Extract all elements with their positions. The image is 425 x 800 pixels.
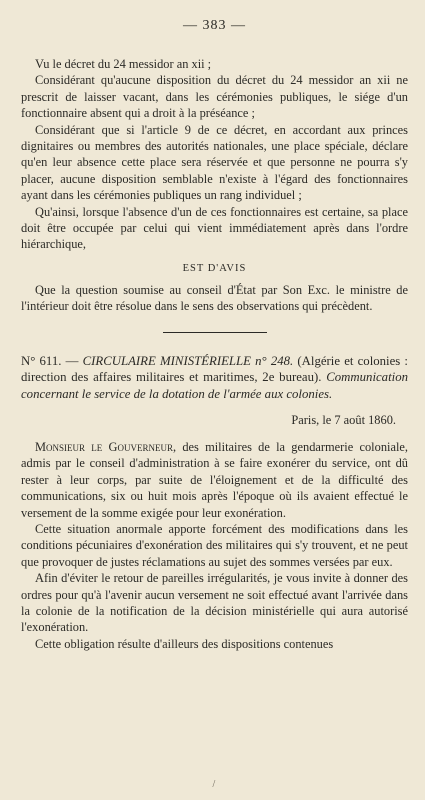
dateline: Paris, le 7 août 1860.: [291, 413, 396, 428]
page-number: — 383 —: [183, 18, 246, 33]
circular-subject: Communication concernant le service de la dotation de l'armée aux colonies.: [21, 370, 408, 401]
paragraph-considerant-2: Considérant que si l'article 9 de ce décret, en accordant aux princes dignitaires ou membres des autorités nationales, une place spéciale, déclare qu'en leur absence cette place sera réservée et que personne ne pourra s'y placer, aucune disposition semblable n'existe à l'égard des fonctionnaires ayant dans les cérémonies publiques un rang individuel ;: [21, 122, 408, 203]
paragraph-obligation: Cette obligation résulte d'ailleurs des dispositions contenues: [35, 636, 334, 651]
section-divider: [163, 332, 267, 333]
est-davis-heading: EST D'AVIS: [182, 262, 247, 274]
circular-dash: —: [61, 353, 83, 368]
paragraph-situation: Cette situation anormale apporte forcément des modifications dans les conditions pécuniaires d'exonération des militaires qui s'y trouvent, et ne peut que provoquer de justes réclamations au sujet des sommes versées par eux.: [21, 521, 408, 569]
circular-header: [21, 353, 408, 403]
paragraph-gendarmerie: [21, 439, 408, 521]
paragraph-instructions: Afin d'éviter le retour de pareilles irrégularités, je vous invite à donner des ordres pour qu'à l'avenir aucun versement ne soit effectué avant l'arrivée dans la colonie de la notification de la décision ministérielle qui aura autorisé l'exonération.: [21, 571, 408, 635]
circular-title: CIRCULAIRE MINISTÉRIELLE n° 248.: [82, 353, 294, 368]
paragraph-decree-reference: Vu le décret du 24 messidor an xii ;: [35, 57, 212, 71]
paragraph-gendarmerie-text: des militaires de la gendarmerie coloniale, admis par le conseil d'administration à se faire exonérer du service, ont dû rester à leur corps, par suite de l'éloignement et de la difficulté des communications, six ou huit mois après l'époque où ils avaient effectué le versement de la somme exigée pour leur exonération.: [21, 439, 408, 520]
paragraph-opinion: Que la question soumise au conseil d'État par Son Exc. le ministre de l'intérieur doit être résolue dans le sens des observations qui précèdent.: [21, 282, 408, 314]
salutation: Monsieur le Gouverneur,: [35, 439, 177, 454]
circular-department: (Algérie et colonies : direction des affaires militaires et maritimes, 2e bureau).: [21, 353, 408, 385]
circular-number: N° 611.: [21, 353, 62, 368]
paragraph-quainsi: Qu'ainsi, lorsque l'absence d'un de ces fonctionnaires est certaine, sa place doit être occupée par celui qui vient immédiatement après dans l'ordre hiérarchique,: [21, 204, 408, 252]
paragraph-considerant-1: Considérant qu'aucune disposition du décret du 24 messidor an xii ne prescrit de laisser vacant, dans les cérémonies publiques, le siége d'un fonctionnaire absent qui a droit à la préséance ;: [21, 73, 408, 121]
bottom-mark: /: [212, 779, 216, 790]
